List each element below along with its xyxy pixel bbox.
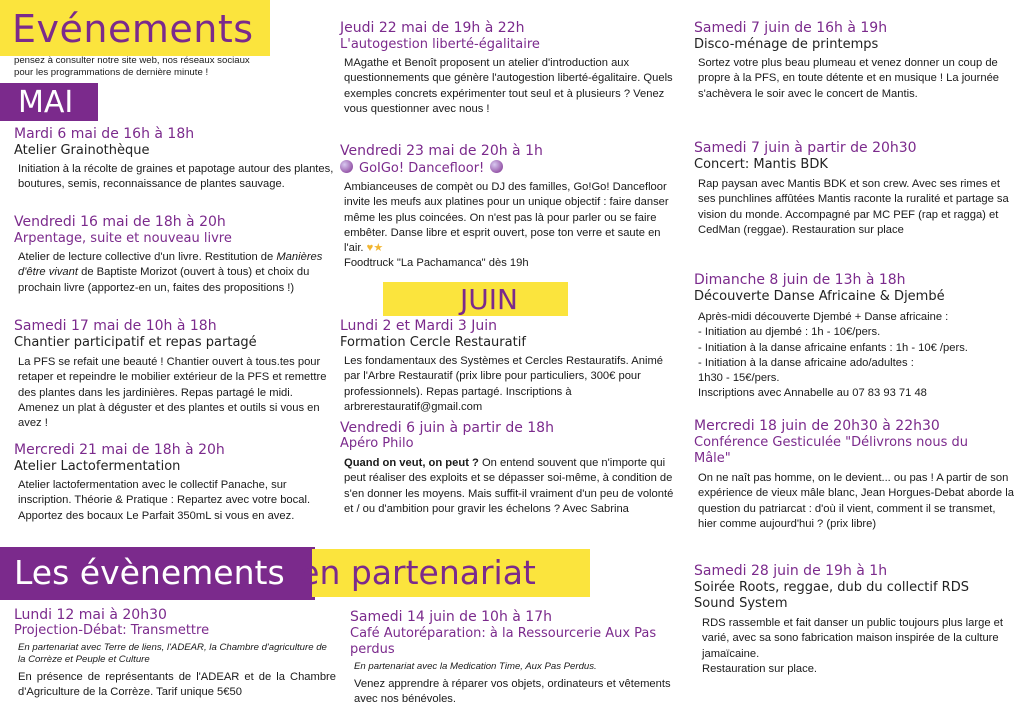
event-title: [340, 160, 675, 177]
event-block: [14, 442, 336, 524]
event-date: Samedi 7 juin à partir de 20h30: [694, 140, 917, 156]
event-date: Samedi 28 juin de 19h à 1h: [694, 563, 888, 579]
event-title: Apéro Philo: [340, 436, 414, 451]
info-line: - Initiation au djembé : 1h - 10€/pers.: [698, 326, 881, 339]
event-description: Atelier lactofermentation avec le collectif Panache, sur inscription. Théorie & Pratique : Repartez avec votre bocal. Apportez des bocaux Le Parfait 350mL si vous en avez.: [18, 479, 311, 522]
foodtruck-note: Foodtruck "La Pachamanca" dès 19h: [344, 257, 529, 270]
event-title: L'autogestion liberté-égalitaire: [340, 37, 540, 52]
event-date: Dimanche 8 juin de 13h à 18h: [694, 272, 906, 288]
book-title: Manières d'être vivant: [18, 251, 323, 279]
disco-ball-icon: [340, 160, 353, 173]
description-text: RDS rassemble et fait danser un public toujours plus large et varié, avec sa sono fabrication maison inspirée de la culture jamaïcaine.: [702, 617, 1003, 660]
event-description: [340, 456, 675, 517]
event-block: [694, 272, 1016, 402]
event-title: Atelier Grainothèque: [14, 143, 150, 158]
event-date: Mercredi 18 juin de 20h30 à 22h30: [694, 418, 940, 434]
event-description: Initiation à la récolte de graines et papotage autour des plantes, boutures, semis, reconnaissance de plantes sauvage.: [18, 163, 334, 191]
info-line: Inscriptions avec Annabelle au 07 83 93 71 48: [698, 387, 927, 400]
header-subtitle: [14, 55, 250, 79]
event-block: [340, 420, 675, 517]
star-icon: ★: [373, 242, 384, 255]
event-title-text: GoIGo! Dancefloor!: [359, 161, 485, 176]
event-date: Mercredi 21 mai de 18h à 20h: [14, 442, 225, 458]
event-title: Disco-ménage de printemps: [694, 37, 879, 52]
subtitle-line: pensez à consulter notre site web, nos réseaux sociaux: [14, 55, 250, 66]
event-block: [14, 126, 336, 193]
event-title: Chantier participatif et repas partagé: [14, 335, 257, 350]
event-description: MAgathe et Benoît proposent un atelier d'introduction aux questionnements que génère l'autogestion liberté-égalitaire. Quels exemples concrets expérimenter tout seul et à plusieurs ? Venez vous questionner avec nous !: [344, 57, 673, 115]
partners-title-part: Les évènements: [14, 553, 285, 592]
event-description: Rap paysan avec Mantis BDK et son crew. Avec ses rimes et ses punchlines affûtées Mantis raconte la ruralité et partage sa vision du monde. Accompagné par MC PEF (rap et ragga) et CedMan (reggae). Restauration sur place: [698, 178, 1009, 236]
partners-title: [14, 551, 536, 595]
event-block: [694, 140, 1016, 238]
event-description: [694, 310, 1016, 402]
event-block: [694, 418, 1016, 532]
event-date: Lundi 2 et Mardi 3 Juin: [340, 318, 497, 334]
description-lead: Quand on veut, on peut ?: [344, 457, 479, 469]
description-text: Restauration sur place.: [702, 662, 818, 675]
event-date: Samedi 14 juin de 10h à 17h: [350, 609, 552, 625]
partner-event-block: [14, 607, 336, 701]
event-block: [14, 318, 336, 431]
info-line: Après-midi découverte Djembé + Danse africaine :: [698, 311, 949, 323]
event-date: Jeudi 22 mai de 19h à 22h: [340, 20, 525, 36]
info-line: - Initiation à la danse africaine ado/adultes :: [698, 356, 914, 369]
partner-event-block: [350, 609, 672, 708]
description-text: Ambianceuses de compèt ou DJ des familles, Go!Go! Dancefloor invite les meufs aux platines pour un unique objectif : faire danser même les plus coincées. On n'est pas là pour parler ou se faire embêter. Danse libre et esprit ouvert, pose ton verre et saute en l'air.: [344, 181, 669, 255]
event-block: [694, 563, 1016, 677]
event-title: Concert: Mantis BDK: [694, 157, 828, 172]
event-title: Formation Cercle Restauratif: [340, 335, 526, 350]
page-title: Evénements: [12, 7, 254, 51]
description-text: Atelier de lecture collective d'un livre. Restitution de: [18, 251, 277, 263]
event-date: Lundi 12 mai à 20h30: [14, 607, 167, 623]
event-date: Samedi 7 juin de 16h à 19h: [694, 20, 888, 36]
event-block: [694, 20, 1016, 102]
month-label-mai: MAI: [18, 85, 74, 120]
event-title: Conférence Gesticulée "Délivrons nous du Mâle": [694, 435, 968, 466]
event-title: Projection-Débat: Transmettre: [14, 623, 210, 638]
month-label-juin: JUIN: [460, 283, 518, 316]
event-date: Samedi 17 mai de 10h à 18h: [14, 318, 217, 334]
event-title: Découverte Danse Africaine & Djembé: [694, 289, 945, 304]
event-description: Venez apprendre à réparer vos objets, ordinateurs et vêtements avec nos bénévoles.: [354, 678, 671, 706]
description-text: de Baptiste Morizot (ouvert à tous) et choix du prochain livre (apportez-en un, faites des propositions !): [18, 266, 310, 294]
event-block: [340, 318, 675, 415]
event-description: Les fondamentaux des Systèmes et Cercles Restauratifs. Animé par l'Arbre Restauratif (prix libre pour particuliers, 300€ pour professionnels). Repas partagé. Inscriptions à arbrerestauratif@gmail.com: [344, 355, 663, 413]
heart-icon: ♥: [366, 242, 374, 255]
event-description: [14, 250, 336, 296]
event-block: [340, 143, 675, 272]
event-date: Mardi 6 mai de 16h à 18h: [14, 126, 195, 142]
info-line: - Initiation à la danse africaine enfants : 1h - 10€ /pers.: [698, 341, 968, 354]
partners-title-part: en partenariat: [299, 553, 536, 592]
event-description: Sortez votre plus beau plumeau et venez donner un coup de propre à la PFS, en toute détente et en musique ! La journée s'achèvera le soir avec le concert de Mantis.: [698, 57, 1000, 100]
event-title: Soirée Roots, reggae, dub du collectif RDS Sound System: [694, 580, 969, 611]
partnership-note: En partenariat avec Terre de liens, l'ADEAR, la Chambre d'agriculture de la Corrèze et Peuple et Culture: [18, 642, 327, 665]
subtitle-line: pour les programmations de dernière minute !: [14, 67, 209, 78]
event-description: On ne naît pas homme, on le devient... ou pas ! A partir de son expérience de vieux mâle blanc, Jean Horgues-Debat aborde la question du patriarcat : d'où il vient, comment il se transmet, hier comme aujourd'hui ? (prix libre): [698, 472, 1014, 530]
event-block: [340, 20, 675, 117]
info-line: 1h30 - 15€/pers.: [698, 372, 780, 385]
event-title: Café Autoréparation: à la Ressourcerie Aux Pas perdus: [350, 626, 657, 657]
disco-ball-icon: [490, 160, 503, 173]
event-date: Vendredi 6 juin à partir de 18h: [340, 420, 554, 436]
event-description: [694, 616, 1016, 677]
event-description: La PFS se refait une beauté ! Chantier ouvert à tous.tes pour retaper et repeindre le mobilier extérieur de la PFS et remettre des plantes dans les jardinières. Repas partagé le midi. Amenez un plat à déguster et des plantes et outils si vous en avez !: [18, 356, 327, 430]
partnership-note: En partenariat avec la Medication Time, Aux Pas Perdus.: [354, 661, 597, 672]
event-date: Vendredi 23 mai de 20h à 1h: [340, 143, 543, 159]
event-block: [14, 214, 336, 296]
event-description: [340, 180, 675, 272]
event-date: Vendredi 16 mai de 18h à 20h: [14, 214, 226, 230]
description-text: On entend souvent que n'importe qui peut réaliser des exploits et se dépasser soi-même, à condition de s'en donner les moyens. Mais suffit-il vraiment d'un peu de volonté et / ou d'ambition pour gravir les échelons ? Avec Sabrina: [344, 457, 674, 515]
event-description: En présence de représentants de l'ADEAR et de la Chambre d'Agriculture de la Corrèze. Tarif unique 5€50: [18, 671, 336, 699]
event-title: Atelier Lactofermentation: [14, 459, 181, 474]
event-title: Arpentage, suite et nouveau livre: [14, 231, 232, 246]
